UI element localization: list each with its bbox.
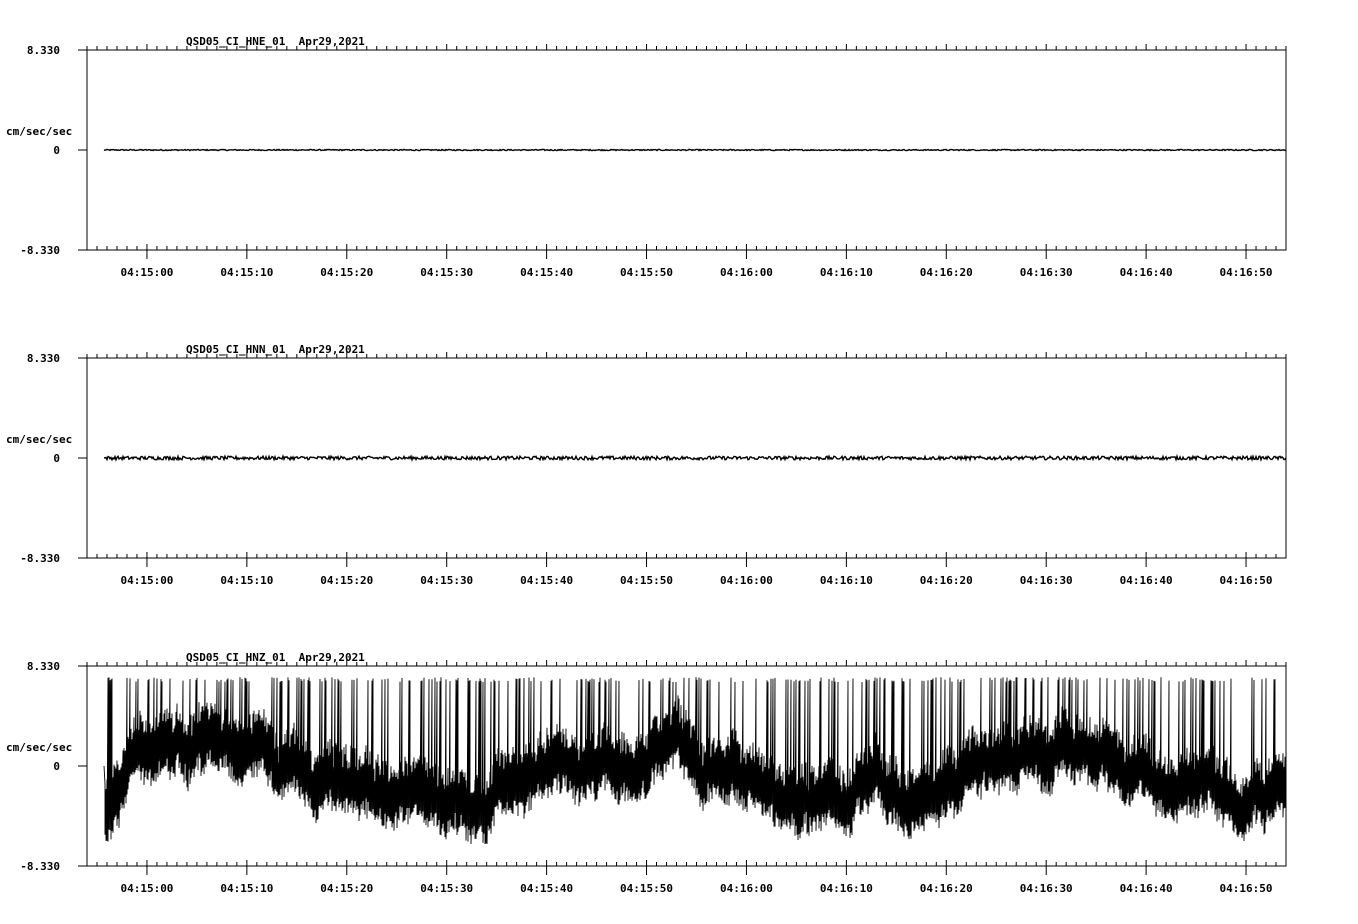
waveform-trace	[104, 677, 1286, 844]
x-tick-label: 04:15:50	[620, 266, 674, 279]
x-tick-label: 04:15:10	[220, 574, 274, 587]
x-tick-label: 04:16:30	[1019, 266, 1073, 279]
x-tick-label: 04:16:50	[1219, 266, 1273, 279]
x-tick-label: 04:15:30	[420, 574, 474, 587]
x-tick-label: 04:16:30	[1019, 574, 1073, 587]
y-tick-label: 0	[53, 760, 60, 773]
x-tick-label: 04:15:10	[220, 882, 274, 895]
y-tick-label: 0	[53, 452, 60, 465]
x-tick-label: 04:15:40	[520, 266, 574, 279]
x-tick-label: 04:16:20	[919, 266, 973, 279]
x-tick-label: 04:15:40	[520, 882, 574, 895]
y-tick-label: -8.330	[20, 860, 60, 873]
y-tick-label: 8.330	[26, 352, 60, 365]
x-tick-label: 04:15:40	[520, 574, 574, 587]
x-tick-label: 04:15:20	[320, 882, 374, 895]
x-tick-label: 04:15:00	[120, 266, 174, 279]
chart-title: QSD05_CI_HNE_01 Apr29,2021	[186, 35, 365, 48]
y-axis-label: cm/sec/sec	[6, 125, 73, 138]
x-tick-label: 04:16:10	[819, 574, 873, 587]
x-tick-label: 04:16:50	[1219, 574, 1273, 587]
y-tick-label: 8.330	[26, 44, 60, 57]
y-tick-label: -8.330	[20, 244, 60, 257]
y-tick-label: 8.330	[26, 660, 60, 673]
x-tick-label: 04:16:40	[1119, 882, 1173, 895]
y-axis-label: cm/sec/sec	[6, 741, 73, 754]
y-tick-label: -8.330	[20, 552, 60, 565]
x-tick-label: 04:15:30	[420, 882, 474, 895]
x-tick-label: 04:16:10	[819, 882, 873, 895]
x-tick-label: 04:15:50	[620, 574, 674, 587]
panel-hne	[6, 35, 1286, 279]
x-tick-label: 04:15:20	[320, 266, 374, 279]
x-tick-label: 04:15:30	[420, 266, 474, 279]
x-tick-label: 04:15:20	[320, 574, 374, 587]
x-tick-label: 04:15:00	[120, 574, 174, 587]
waveform-trace	[104, 149, 1286, 150]
x-tick-label: 04:16:30	[1019, 882, 1073, 895]
chart-title: QSD05_CI_HNN_01 Apr29,2021	[186, 343, 365, 356]
x-tick-label: 04:16:40	[1119, 266, 1173, 279]
x-tick-label: 04:16:00	[719, 882, 773, 895]
panel-hnn	[6, 343, 1286, 587]
x-tick-label: 04:16:00	[719, 266, 773, 279]
chart-title: QSD05_CI_HNZ_01 Apr29,2021	[186, 651, 365, 664]
y-tick-label: 0	[53, 144, 60, 157]
x-tick-label: 04:16:10	[819, 266, 873, 279]
x-tick-label: 04:16:50	[1219, 882, 1273, 895]
panel-hnz	[6, 651, 1286, 895]
x-tick-label: 04:16:20	[919, 882, 973, 895]
x-tick-label: 04:16:00	[719, 574, 773, 587]
waveform-trace	[104, 456, 1286, 460]
y-axis-label: cm/sec/sec	[6, 433, 73, 446]
x-tick-label: 04:16:20	[919, 574, 973, 587]
x-tick-label: 04:15:50	[620, 882, 674, 895]
x-tick-label: 04:16:40	[1119, 574, 1173, 587]
x-tick-label: 04:15:00	[120, 882, 174, 895]
x-tick-label: 04:15:10	[220, 266, 274, 279]
